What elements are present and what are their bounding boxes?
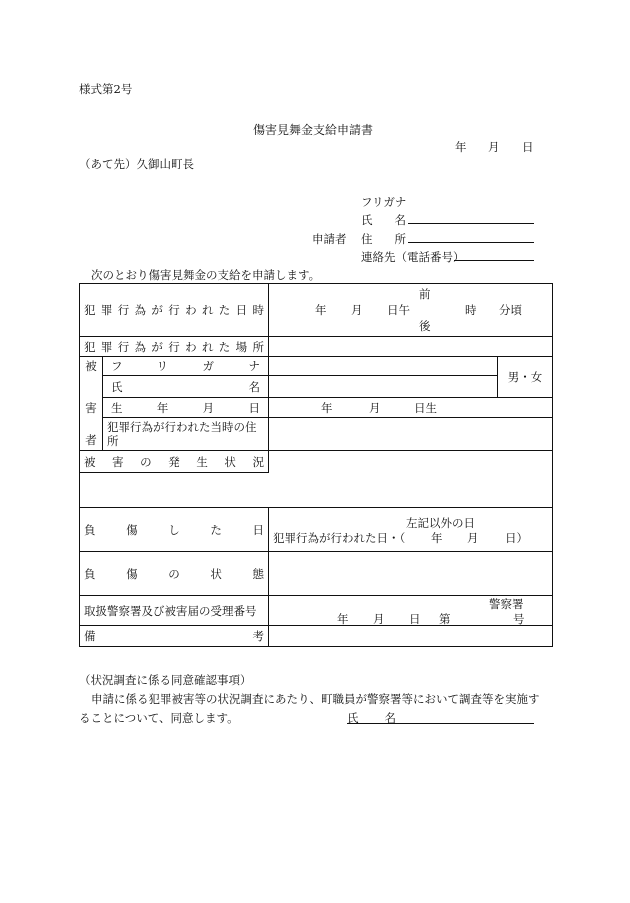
place-label-cell [80, 337, 269, 357]
page-title: 傷害見舞金支給申請書 [253, 123, 374, 137]
victim-birth-cell[interactable] [269, 397, 553, 417]
place-value-cell[interactable] [269, 337, 553, 357]
police-no: 第 [439, 612, 451, 626]
dt-day-am: 日午 [387, 303, 410, 317]
police-label-cell [80, 596, 269, 626]
applicant-label: 申請者 [312, 232, 347, 246]
victim-address-cell[interactable] [269, 418, 553, 451]
consent-heading: （状況調査に係る同意確認事項） [79, 673, 252, 687]
victim-name-cell[interactable] [269, 376, 498, 397]
row-place [80, 337, 553, 357]
datetime-label-cell [80, 284, 269, 337]
injury-state-label: 負傷の状態 [84, 566, 264, 581]
police-go: 号 [513, 612, 525, 626]
row-police [80, 596, 553, 626]
consent-name-b: 名 [384, 711, 396, 725]
consent-line1: 申請に係る犯罪被害等の状況調査にあたり、町職員が警察署等において調査等を実施す [91, 692, 540, 706]
row-injury-date [80, 508, 553, 552]
intro-text: 次のとおり傷害見舞金の支給を申請します。 [91, 268, 321, 282]
dt-before: 前 [419, 287, 431, 301]
row-datetime [80, 284, 553, 337]
victim-furigana-cell[interactable] [269, 357, 498, 376]
injury-date-label: 負傷した日 [84, 522, 264, 537]
applicant-name-b: 名 [394, 213, 406, 227]
dt-after: 後 [419, 319, 431, 333]
applicant-addr-a: 住 [361, 232, 373, 246]
victim-name-a: 氏 [111, 379, 123, 394]
victim-v2: 害 [85, 401, 97, 415]
police-month: 月 [373, 612, 385, 626]
victim-name-b: 名 [248, 379, 260, 394]
victim-furigana-label: フリガナ [111, 359, 260, 374]
injury-other: 左記以外の日 [406, 516, 475, 530]
row-situation-header [80, 451, 553, 473]
row-victim-address [80, 418, 553, 451]
injury-close: 日） [505, 531, 528, 545]
police-label: 取扱警察署及び被害届の受理番号 [84, 603, 257, 618]
victim-furigana-label-cell [103, 357, 269, 376]
victim-vertical-label [80, 357, 103, 451]
victim-v1: 被 [85, 359, 97, 373]
dt-hour: 時 [465, 303, 477, 317]
remarks-label-cell [80, 626, 269, 647]
dt-year: 年 [315, 303, 327, 317]
date-year: 年 [455, 140, 467, 154]
date-month: 月 [488, 140, 500, 154]
datetime-label: 犯罪行為が行われた日時 [84, 303, 264, 317]
birth-year: 年 [321, 400, 333, 415]
victim-gender: 男・女 [507, 369, 543, 384]
victim-gender-cell[interactable] [498, 357, 553, 398]
datetime-value-cell[interactable] [269, 284, 553, 337]
victim-name-label-cell [103, 376, 269, 397]
injury-month: 月 [467, 531, 479, 545]
victim-birth-label: 生年月日 [111, 400, 260, 415]
dt-month: 月 [351, 303, 363, 317]
applicant-addr-b: 所 [394, 232, 406, 246]
situation-side-cell [269, 451, 553, 473]
application-table [79, 283, 553, 647]
police-year: 年 [337, 612, 349, 626]
remarks-cell[interactable] [269, 626, 553, 647]
consent-name-a: 氏 [347, 711, 359, 725]
birth-month: 月 [369, 400, 381, 415]
consent-name-field[interactable] [347, 710, 534, 727]
remarks-label: 備考 [84, 629, 264, 643]
victim-v3: 者 [85, 433, 97, 447]
injury-year: 年 [431, 531, 443, 545]
birth-day: 日生 [414, 400, 437, 415]
situation-body-cell[interactable] [80, 473, 553, 508]
injury-state-label-cell [80, 552, 269, 596]
injury-crime-day: 犯罪行為が行われた日・（ [273, 531, 406, 545]
injury-date-cell[interactable] [269, 508, 553, 552]
addressee: （あて先）久御山町長 [79, 157, 194, 171]
applicant-address-field[interactable] [408, 231, 534, 246]
injury-state-cell[interactable] [269, 552, 553, 596]
applicant-contact-label: 連絡先（電話番号） [361, 250, 465, 264]
situation-label-cell [80, 451, 269, 473]
date-day: 日 [522, 140, 534, 154]
applicant-name-label [361, 212, 406, 228]
police-day: 日 [409, 612, 421, 626]
injury-date-label-cell [80, 508, 269, 552]
row-injury-state [80, 552, 553, 596]
dt-minute: 分頃 [499, 303, 522, 317]
row-remarks [80, 626, 553, 647]
victim-birth-label-cell [103, 397, 269, 417]
row-victim-name [80, 376, 553, 397]
police-cell[interactable] [269, 596, 553, 626]
place-label: 犯罪行為が行われた場所 [84, 339, 264, 354]
applicant-name-field[interactable] [408, 212, 534, 227]
victim-address-label-cell [103, 418, 269, 451]
victim-name-label [107, 380, 264, 394]
applicant-furigana: フリガナ [361, 195, 407, 209]
victim-address-label: 犯罪行為が行われた当時の住所 [107, 420, 257, 449]
applicant-name-a: 氏 [361, 213, 373, 227]
consent-line2: ることについて、同意します。 [79, 711, 239, 725]
row-victim-furigana [80, 357, 553, 376]
situation-label: 被害の発生状況 [84, 454, 264, 469]
form-number: 様式第2号 [79, 82, 133, 96]
row-situation-body [80, 473, 553, 508]
applicant-contact-field[interactable] [454, 249, 534, 264]
applicant-address-label [361, 231, 406, 247]
police-station: 警察署 [489, 597, 524, 611]
row-victim-birth [80, 397, 553, 417]
